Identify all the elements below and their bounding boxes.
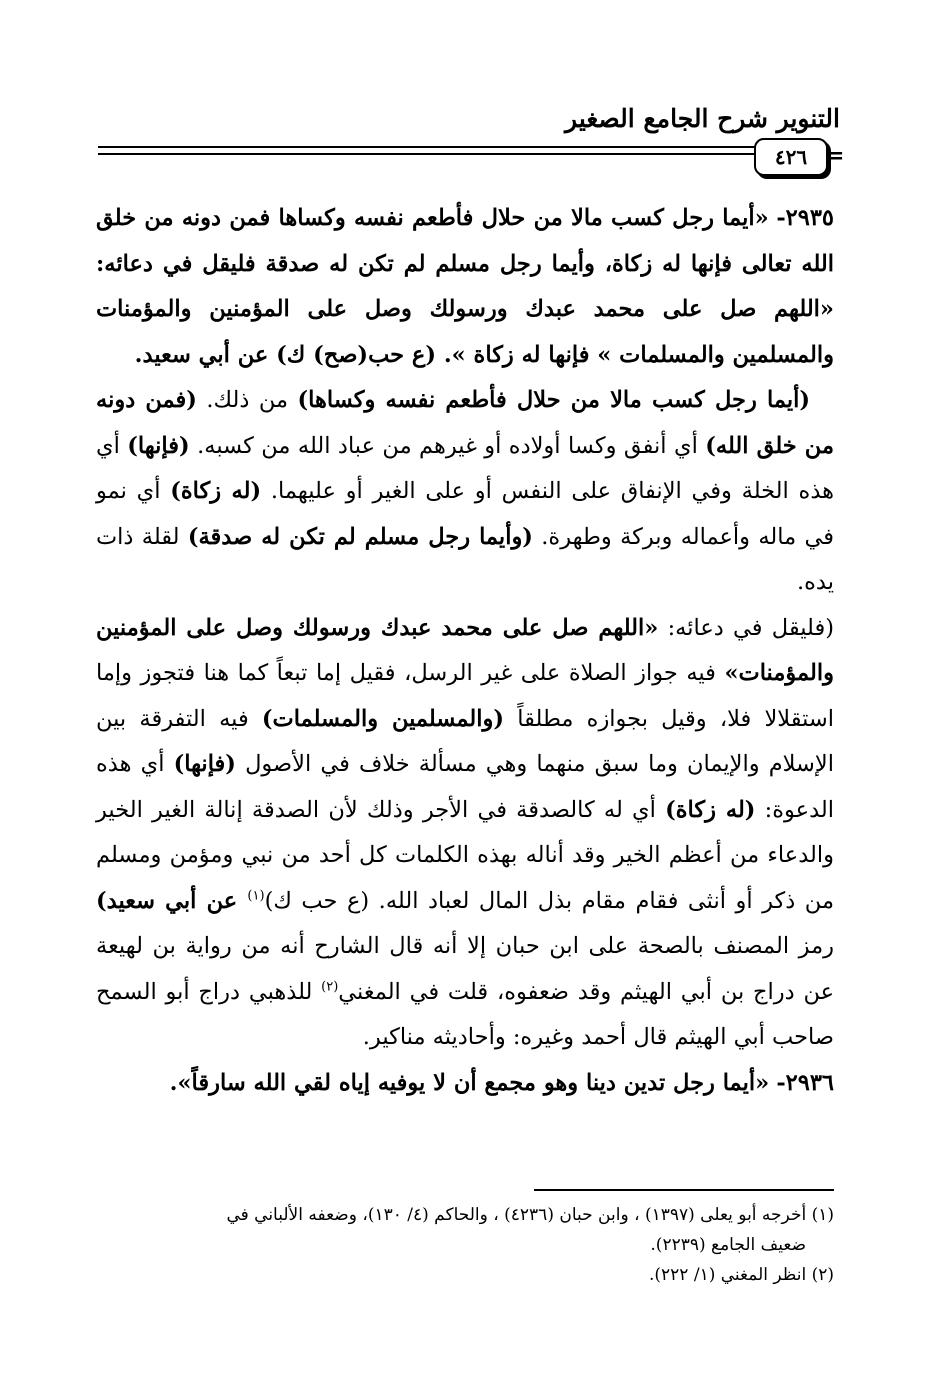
commentary-segment: لقلة ذات يده. [96,523,834,595]
commentary-bold-segment: (له زكاة) [665,796,756,823]
footnote-1-line-1: (١) أخرجه أبو يعلى (١٣٩٧) ، وابن حبان (٤٢٣٦) ، والحاكم (٤/ ١٣٠)، وضعفه الألباني في [226,1205,834,1225]
commentary-paragraph-2 [96,606,834,1061]
commentary-segment: أي هذه الدعوة: [96,751,834,823]
commentary-bold-segment: (وأيما رجل مسلم لم تكن له صدقة) [187,523,533,550]
commentary-segment: فيه جواز الصلاة على غير الرسل، فقيل إما تبعاً كما هنا فتجوز وإما استقلالا فلا، وقيل بجوازه مطلقاً [96,660,834,732]
footnote-ref-2: (٢) [321,979,339,994]
commentary-bold-segment: (أيما رجل كسب مالا من حلال فأطعم نفسه وكساها) [297,387,810,413]
commentary-bold-segment: (والمسلمين والمسلمات) [261,705,505,732]
commentary-segment: أي أنفق وكسا أولاده أو غيرهم من عباد الله من كسبه. [189,432,706,459]
commentary-segment: رمز المصنف بالصحة على ابن حبان إلا أنه قال الشارح أنه من رواية بن لهيعة عن دراج بن أبي الهيثم وقد ضعفوه، قلت في المغني [96,933,834,1005]
commentary-segment: فيه التفرقة بين الإسلام والإيمان وما سبق منهما وهي مسألة خلاف في الأصول [96,705,834,777]
footnote-separator [534,1189,834,1191]
header-double-rule [98,140,760,170]
commentary-bold-segment: (فمن دونه من خلق الله) [96,387,834,459]
footnote-1-continuation [96,1230,834,1260]
header-marker: = [826,143,845,169]
header-rule-line-top [98,146,760,148]
hadith-number: ٢٩٣٥- [776,205,834,231]
footnote-2 [96,1260,834,1290]
commentary-bold-segment: «اللهم صل على محمد عبدك ورسولك وصل على المؤمنين والمؤمنات» [96,614,834,686]
hadith-number: ٢٩٣٦- [776,1069,834,1096]
footnote-ref-1: (١) [247,888,265,903]
commentary-segment: للذهبي دراج أبو السمح صاحب أبي الهيثم قال أحمد وغيره: وأحاديثه مناكير. [96,978,834,1050]
footnote-1-line-2: ضعيف الجامع (٢٢٣٩). [650,1235,806,1255]
commentary-bold-segment: عن أبي سعيد) [96,887,248,914]
footnote-1 [96,1200,834,1230]
hadith-2936 [96,1061,834,1107]
hadith-text: «أيما رجل تدين دينا وهو مجمع أن لا يوفيه إياه لقي الله سارقاً». [169,1069,770,1096]
commentary-paragraph-1 [96,378,834,606]
commentary-segment: (فليقل في دعائه: [658,614,834,641]
hadith-text: «أيما رجل كسب مالا من حلال فأطعم نفسه وكساها فمن دونه من خلق الله تعالى فإنها له زكاة، وأيما رجل مسلم لم تكن له صدقة فليقل في دعائه: «اللهم صل على محمد عبدك ورسولك وصل على المؤمنين والمؤمنات والمسلمين والمسلمات » فإنها له زكاة ». (ع حب(صح) ك) عن أبي سعيد. [96,205,834,368]
commentary-bold-segment: (فإنها) [127,432,190,459]
footnotes [96,1200,834,1290]
commentary-segment: من ذلك. [196,387,298,413]
running-title: التنوير شرح الجامع الصغير [565,104,840,133]
commentary-bold-segment: (له زكاة) [170,478,262,504]
page-number: ٤٢٦ [754,138,828,176]
commentary-segment: أي نمو في ماله وأعماله وبركة وطهرة. [96,478,834,550]
commentary-bold-segment: (فإنها) [173,751,236,777]
main-text [96,196,834,1106]
commentary-segment: أي له كالصدقة في الأجر وذلك لأن الصدقة إنالة الغير الخير والدعاء من أعظم الخير وقد أناله بهذه الكلمات كل أحد من نبي ومؤمن ومسلم من ذكر أو أنثى فقام مقام بذل المال لعباد الله. (ع حب ك) [96,796,834,914]
hadith-2935 [96,196,834,378]
header-rule-line-bottom [98,153,760,155]
commentary-segment: أي هذه الخلة وفي الإنفاق على النفس أو على الغير أو عليهما. [96,432,834,504]
footnote-2-text: (٢) انظر المغني (١/ ٢٢٢). [648,1265,834,1285]
